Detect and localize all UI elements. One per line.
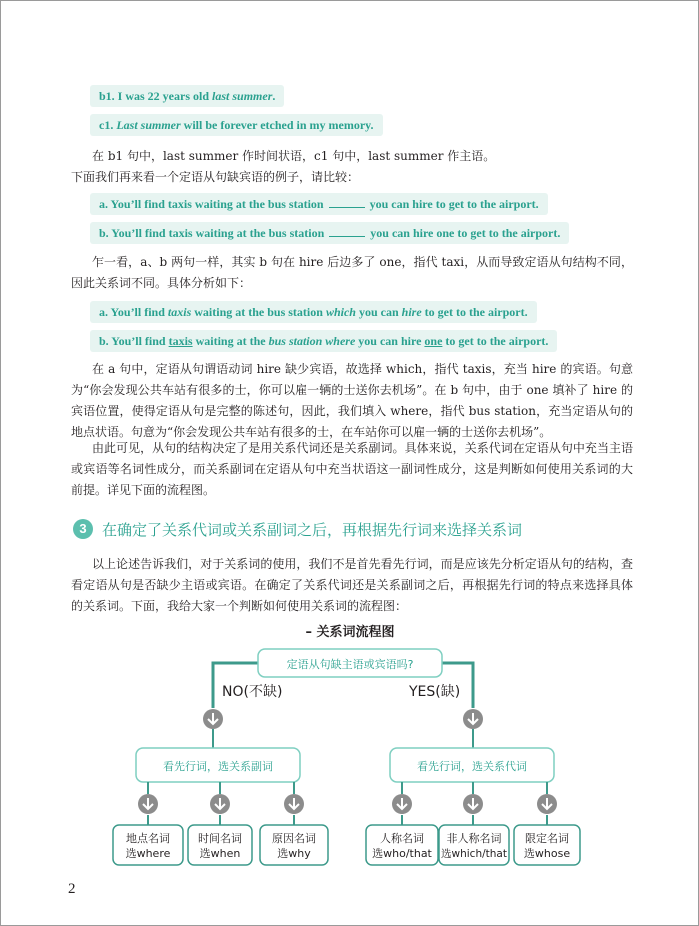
- leaf-box-where: [113, 825, 183, 865]
- paragraph-4: 在 a 句中，定语从句谓语动词 hire 缺少宾语，故选择 which，指代 taxis，充当 hire 的宾语。句意为“你会发现公共车站有很多的士，你可以雇一辆的士送你去机场”。在 b 句中，由于 one 填补了 hire 的宾语位置，使得定语从句是完整的陈述句，因此，我们填入 where，指代 bus station，充当定语从句的地点状语。句意为“你会发现公共车站有很多的士，在车站你可以雇一辆的士送你去机场”。: [71, 362, 633, 439]
- example-a-blank: [90, 193, 548, 215]
- example-italic: bus station: [268, 334, 323, 348]
- leaf-line1: 原因名词: [272, 832, 316, 845]
- example-text: b. You’ll find taxis waiting at the bus station: [99, 226, 328, 240]
- example-b-blank: [90, 222, 569, 244]
- yes-label: YES(缺): [409, 684, 461, 700]
- arrow-down-icon: [210, 794, 230, 814]
- paragraph-2: 下面我们再来看一个定语从句缺宾语的例子，请比较：: [71, 170, 360, 184]
- example-text: waiting at the bus station: [191, 305, 326, 319]
- example-text: b. You’ll find: [99, 334, 169, 348]
- arrow-down-icon: [284, 794, 304, 814]
- example-italic: hire: [401, 305, 422, 319]
- example-italic: last summer: [212, 89, 273, 103]
- paragraph-6: 以上论述告诉我们，对于关系词的使用，我们不是首先看先行词，而是应该先分析定语从句的结构，查看定语从句是否缺少主语或宾语。在确定了关系代词还是关系副词之后，再根据先行词的特点来选择具体的关系词。下面，我给大家一个判断如何使用关系词的流程图：: [71, 557, 633, 613]
- example-italic: which: [325, 305, 356, 319]
- leaf-line2: 选who/that: [372, 847, 432, 860]
- arrow-down-icon: [138, 794, 158, 814]
- example-text: you can hire: [355, 334, 425, 348]
- arrow-down-icon: [392, 794, 412, 814]
- leaf-box-whose: [514, 825, 580, 865]
- arrow-down-icon: [463, 794, 483, 814]
- leaf-box-why: [260, 825, 328, 865]
- example-text: .: [272, 89, 276, 103]
- flowchart-title: – 关系词流程图: [305, 625, 395, 640]
- arrow-down-icon: [463, 709, 483, 729]
- example-italic: taxis: [167, 305, 192, 319]
- right-decision-text: 看先行词，选关系代词: [417, 760, 527, 773]
- example-a-answer: [90, 301, 537, 323]
- example-b-answer: [90, 330, 557, 352]
- leaf-line1: 非人称名词: [446, 832, 502, 845]
- page-number: 2: [68, 881, 76, 897]
- paragraph-5: 由此可见，从句的结构决定了是用关系代词还是关系副词。具体来说，关系代词在定语从句中充当主语或宾语等名词性成分，而关系副词在定语从句中充当状语这一副词性成分，这是判断如何使用关系词的大前提。详见下面的流程图。: [71, 441, 633, 497]
- leaf-box-which-that: [439, 825, 509, 865]
- leaf-line1: 限定名词: [525, 832, 569, 845]
- leaf-line1: 地点名词: [126, 832, 170, 845]
- flowchart: [1, 616, 698, 886]
- leaf-line2: 选when: [199, 847, 241, 860]
- example-text: c1.: [99, 118, 117, 132]
- example-underline: one: [424, 334, 443, 348]
- arrow-down-icon: [203, 709, 223, 729]
- blank-line: [329, 196, 365, 208]
- no-label: NO(不缺): [222, 684, 283, 700]
- leaf-line2: 选which/that: [441, 848, 507, 860]
- question-text: 定语从句缺主语或宾语吗?: [286, 658, 414, 671]
- example-text: a. You’ll find: [99, 305, 168, 319]
- left-decision-text: 看先行词，选关系副词: [163, 760, 273, 773]
- example-text: waiting at the: [192, 334, 269, 348]
- section-title: 在确定了关系代词或关系副词之后，再根据先行词来选择关系词: [102, 520, 523, 539]
- example-text: you can: [355, 305, 402, 319]
- section-number: 3: [73, 519, 93, 539]
- example-text: b1. I was 22 years old: [99, 89, 213, 103]
- example-italic: Last summer: [116, 118, 181, 132]
- paragraph-3: 乍一看，a、b 两句一样，其实 b 句在 hire 后边多了 one，指代 taxi，从而导致定语从句结构不同，因此关系词不同。具体分析如下：: [71, 255, 633, 290]
- example-text: to get to the airport.: [442, 334, 549, 348]
- blank-line: [329, 225, 365, 237]
- example-b1: [90, 85, 284, 107]
- leaf-line1: 时间名词: [198, 832, 242, 845]
- leaf-box-when: [188, 825, 252, 865]
- example-italic: where: [325, 334, 356, 348]
- leaf-line2: 选whose: [523, 847, 571, 860]
- arrow-down-icon: [537, 794, 557, 814]
- example-text: will be forever etched in my memory.: [180, 118, 374, 132]
- example-underline: taxis: [168, 334, 193, 348]
- section-heading: [73, 518, 522, 540]
- example-text: to get to the airport.: [421, 305, 528, 319]
- leaf-line2: 选why: [277, 847, 311, 860]
- example-text: a. You’ll find taxis waiting at the bus station: [99, 197, 327, 211]
- leaf-box-who-that: [366, 825, 438, 865]
- paragraph-1: 在 b1 句中，last summer 作时间状语，c1 句中，last summer 作主语。: [92, 149, 496, 163]
- example-c1: [90, 114, 383, 136]
- leaf-connectors: [148, 782, 547, 825]
- leaf-line1: 人称名词: [380, 832, 424, 845]
- leaf-line2: 选where: [125, 847, 171, 860]
- example-text: you can hire to get to the airport.: [366, 197, 539, 211]
- example-text: you can hire one to get to the airport.: [367, 226, 561, 240]
